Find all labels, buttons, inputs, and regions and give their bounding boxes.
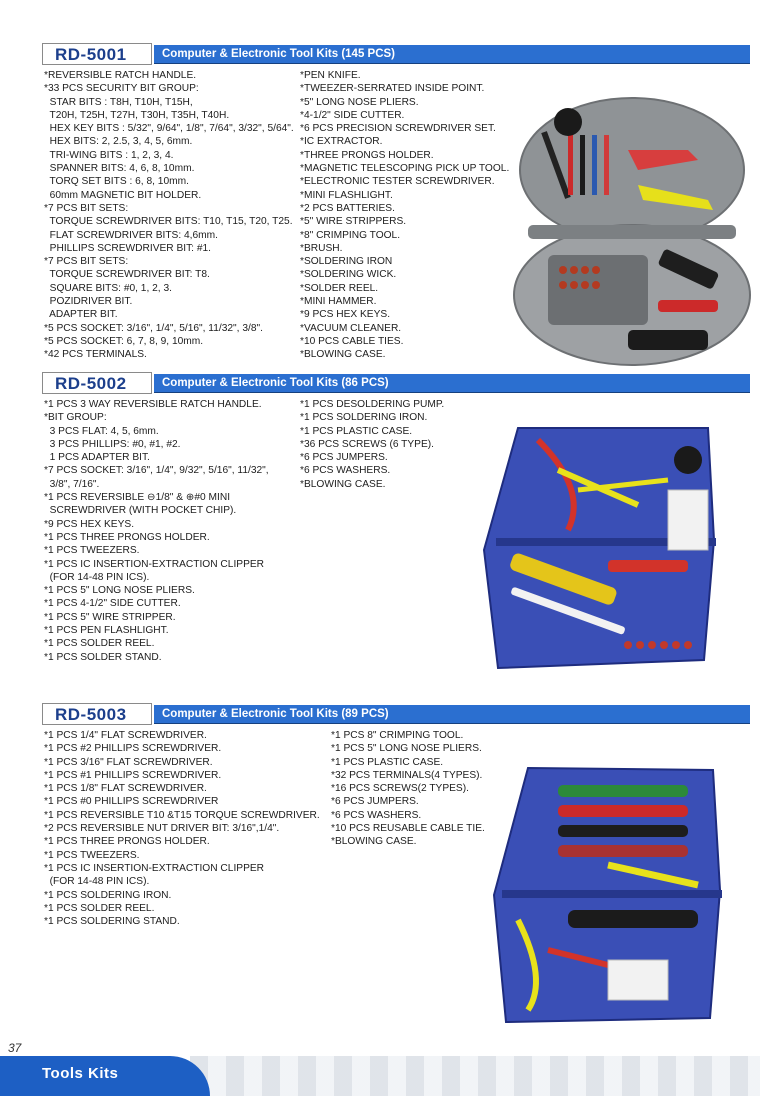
item-list-right bbox=[331, 729, 485, 849]
item-line: *2 PCS BATTERIES. bbox=[300, 202, 395, 214]
item-list-left bbox=[44, 729, 320, 928]
item-line: *10 PCS REUSABLE CABLE TIE. bbox=[331, 823, 485, 835]
product-title: Computer & Electronic Tool Kits (86 PCS) bbox=[162, 377, 389, 389]
item-line: *10 PCS CABLE TIES. bbox=[300, 335, 404, 347]
item-line: SQUARE BITS: #0, 1, 2, 3. bbox=[44, 282, 172, 294]
item-line: *1 PCS REVERSIBLE T10 &T15 TORQUE SCREWDRIVER. bbox=[44, 809, 320, 821]
item-line: SCREWDRIVER (WITH POCKET CHIP). bbox=[44, 505, 237, 517]
item-line: *1 PCS IC INSERTION-EXTRACTION CLIPPER bbox=[44, 862, 265, 874]
item-line: *6 PCS JUMPERS. bbox=[331, 796, 419, 808]
item-line: *SOLDERING IRON bbox=[300, 256, 393, 268]
item-line: *1 PCS 5" LONG NOSE PLIERS. bbox=[44, 585, 195, 597]
item-line: *6 PCS JUMPERS. bbox=[300, 452, 388, 464]
item-line: *7 PCS SOCKET: 3/16", 1/4", 9/32", 5/16", 11/32", bbox=[44, 465, 269, 477]
item-line: (FOR 14-48 PIN ICS). bbox=[44, 571, 150, 583]
item-line: *1 PCS #1 PHILLIPS SCREWDRIVER. bbox=[44, 769, 222, 781]
product-code-box bbox=[42, 372, 152, 394]
item-line: *1 PCS 1/8" FLAT SCREWDRIVER. bbox=[44, 783, 207, 795]
item-line: *7 PCS BIT SETS: bbox=[44, 256, 129, 268]
item-line: *1 PCS SOLDER REEL. bbox=[44, 902, 155, 914]
product-code: RD-5002 bbox=[55, 374, 127, 393]
item-line: ADAPTER BIT. bbox=[44, 309, 118, 321]
item-line: 3/8", 7/16". bbox=[44, 478, 100, 490]
item-line: *1 PCS #2 PHILLIPS SCREWDRIVER. bbox=[44, 743, 222, 755]
item-line: FLAT SCREWDRIVER BITS: 4,6mm. bbox=[44, 229, 218, 241]
item-line: *1 PCS THREE PRONGS HOLDER. bbox=[44, 531, 210, 543]
item-line: *6 PCS PRECISION SCREWDRIVER SET. bbox=[300, 123, 496, 135]
product-code: RD-5001 bbox=[55, 45, 127, 64]
item-line: *1 PCS SOLDER REEL. bbox=[44, 638, 155, 650]
item-line: *16 PCS SCREWS(2 TYPES). bbox=[331, 783, 469, 795]
item-line: *1 PCS SOLDERING IRON. bbox=[44, 889, 172, 901]
item-line: HEX BITS: 2, 2.5, 3, 4, 5, 6mm. bbox=[44, 136, 193, 148]
item-line: *9 PCS HEX KEYS. bbox=[44, 518, 135, 530]
product-code-box bbox=[42, 43, 152, 65]
item-line: *1 PCS SOLDER STAND. bbox=[44, 651, 162, 663]
item-line: TRI-WING BITS : 1, 2, 3, 4. bbox=[44, 149, 174, 161]
item-line: *MINI FLASHLIGHT. bbox=[300, 189, 393, 201]
footer-section-label: Tools Kits bbox=[42, 1065, 119, 1082]
item-line: *BLOWING CASE. bbox=[331, 836, 417, 848]
product-header bbox=[42, 703, 750, 723]
item-line: *7 PCS BIT SETS: bbox=[44, 202, 129, 214]
item-line: *1 PCS PLASTIC CASE. bbox=[331, 756, 444, 768]
item-list-right bbox=[300, 398, 444, 491]
item-line: STAR BITS : T8H, T10H, T15H, bbox=[44, 96, 193, 108]
tool-kit-photo-gray-case bbox=[508, 90, 756, 368]
item-line: *1 PCS TWEEZERS. bbox=[44, 849, 140, 861]
item-line: *32 PCS TERMINALS(4 TYPES). bbox=[331, 769, 483, 781]
item-line: *4-1/2" SIDE CUTTER. bbox=[300, 109, 405, 121]
item-line: TORQUE SCREWDRIVER BIT: T8. bbox=[44, 269, 210, 281]
item-line: *IC EXTRACTOR. bbox=[300, 136, 383, 148]
item-line: *1 PCS SOLDERING STAND. bbox=[44, 916, 180, 928]
item-line: *42 PCS TERMINALS. bbox=[44, 349, 147, 361]
product-header bbox=[42, 372, 750, 392]
item-list-left bbox=[44, 398, 269, 664]
item-line: *SOLDERING WICK. bbox=[300, 269, 397, 281]
product-code-box bbox=[42, 703, 152, 725]
item-line: *1 PCS REVERSIBLE ⊖1/8" & ⊕#0 MINI bbox=[44, 492, 231, 504]
item-line: *1 PCS PLASTIC CASE. bbox=[300, 425, 413, 437]
item-line: *MINI HAMMER. bbox=[300, 296, 377, 308]
item-line: *BRUSH. bbox=[300, 242, 343, 254]
item-line: TORQUE SCREWDRIVER BITS: T10, T15, T20, T25. bbox=[44, 216, 293, 228]
item-line: *6 PCS WASHERS. bbox=[300, 465, 391, 477]
item-line: *5 PCS SOCKET: 3/16", 1/4", 5/16", 11/32", 3/8". bbox=[44, 322, 263, 334]
item-line: *1 PCS DESOLDERING PUMP. bbox=[300, 399, 445, 410]
item-line: *6 PCS WASHERS. bbox=[331, 809, 422, 821]
item-line: *1 PCS 5" LONG NOSE PLIERS. bbox=[331, 743, 482, 755]
item-line: *5 PCS SOCKET: 6, 7, 8, 9, 10mm. bbox=[44, 335, 204, 347]
item-line: *1 PCS THREE PRONGS HOLDER. bbox=[44, 836, 210, 848]
item-line: *1 PCS 5" WIRE STRIPPER. bbox=[44, 611, 176, 623]
product-title-bar bbox=[154, 705, 750, 724]
item-line: *36 PCS SCREWS (6 TYPE). bbox=[300, 438, 434, 450]
item-line: *TWEEZER-SERRATED INSIDE POINT. bbox=[300, 83, 485, 95]
item-line: HEX KEY BITS : 5/32", 9/64", 1/8", 7/64", 3/32", 5/64". bbox=[44, 123, 294, 135]
item-line: POZIDRIVER BIT. bbox=[44, 296, 133, 308]
item-line: *33 PCS SECURITY BIT GROUP: bbox=[44, 83, 199, 95]
item-line: *1 PCS IC INSERTION-EXTRACTION CLIPPER bbox=[44, 558, 265, 570]
product-title-bar bbox=[154, 45, 750, 64]
item-line: PHILLIPS SCREWDRIVER BIT: #1. bbox=[44, 242, 212, 254]
item-line: 3 PCS FLAT: 4, 5, 6mm. bbox=[44, 425, 159, 437]
item-line: *2 PCS REVERSIBLE NUT DRIVER BIT: 3/16",1/4". bbox=[44, 823, 280, 835]
item-list-right bbox=[300, 69, 509, 362]
product-title: Computer & Electronic Tool Kits (145 PCS) bbox=[162, 48, 396, 60]
item-line: *BIT GROUP: bbox=[44, 412, 107, 424]
product-header bbox=[42, 43, 750, 63]
item-line: SPANNER BITS: 4, 6, 8, 10mm. bbox=[44, 163, 195, 175]
item-line: *SOLDER REEL. bbox=[300, 282, 379, 294]
item-line: *1 PCS PEN FLASHLIGHT. bbox=[44, 625, 169, 637]
footer-decor-strip bbox=[190, 1056, 760, 1096]
product-code: RD-5003 bbox=[55, 705, 127, 724]
item-line: *5" WIRE STRIPPERS. bbox=[300, 216, 407, 228]
item-line: *BLOWING CASE. bbox=[300, 478, 386, 490]
product-title: Computer & Electronic Tool Kits (89 PCS) bbox=[162, 708, 389, 720]
product-title-bar bbox=[154, 374, 750, 393]
item-line: *1 PCS #0 PHILLIPS SCREWDRIVER bbox=[44, 796, 219, 808]
item-line: *1 PCS 3/16" FLAT SCREWDRIVER. bbox=[44, 756, 213, 768]
item-line: TORQ SET BITS : 6, 8, 10mm. bbox=[44, 176, 189, 188]
tool-kit-photo-blue-case bbox=[478, 420, 726, 672]
item-line: *REVERSIBLE RATCH HANDLE. bbox=[44, 70, 197, 81]
item-line: 1 PCS ADAPTER BIT. bbox=[44, 452, 150, 464]
item-line: *ELECTRONIC TESTER SCREWDRIVER. bbox=[300, 176, 495, 188]
tool-kit-photo-blue-case bbox=[488, 760, 733, 1030]
item-line: *1 PCS SOLDERING IRON. bbox=[300, 412, 428, 424]
item-line: 3 PCS PHILLIPS: #0, #1, #2. bbox=[44, 438, 181, 450]
item-line: *MAGNETIC TELESCOPING PICK UP TOOL. bbox=[300, 163, 510, 175]
item-line: (FOR 14-48 PIN ICS). bbox=[44, 876, 150, 888]
item-line: *8" CRIMPING TOOL. bbox=[300, 229, 401, 241]
item-line: *THREE PRONGS HOLDER. bbox=[300, 149, 434, 161]
item-line: *9 PCS HEX KEYS. bbox=[300, 309, 391, 321]
item-line: *1 PCS 8" CRIMPING TOOL. bbox=[331, 730, 464, 741]
item-line: *1 PCS 1/4" FLAT SCREWDRIVER. bbox=[44, 730, 207, 741]
item-line: *BLOWING CASE. bbox=[300, 349, 386, 361]
page-number: 37 bbox=[8, 1041, 22, 1055]
item-line: *VACUUM CLEANER. bbox=[300, 322, 402, 334]
item-line: 60mm MAGNETIC BIT HOLDER. bbox=[44, 189, 202, 201]
item-line: *5" LONG NOSE PLIERS. bbox=[300, 96, 419, 108]
item-line: *PEN KNIFE. bbox=[300, 70, 361, 81]
item-list-left bbox=[44, 69, 294, 362]
item-line: *1 PCS TWEEZERS. bbox=[44, 545, 140, 557]
item-line: *1 PCS 3 WAY REVERSIBLE RATCH HANDLE. bbox=[44, 399, 262, 410]
item-line: T20H, T25H, T27H, T30H, T35H, T40H. bbox=[44, 109, 230, 121]
item-line: *1 PCS 4-1/2" SIDE CUTTER. bbox=[44, 598, 181, 610]
